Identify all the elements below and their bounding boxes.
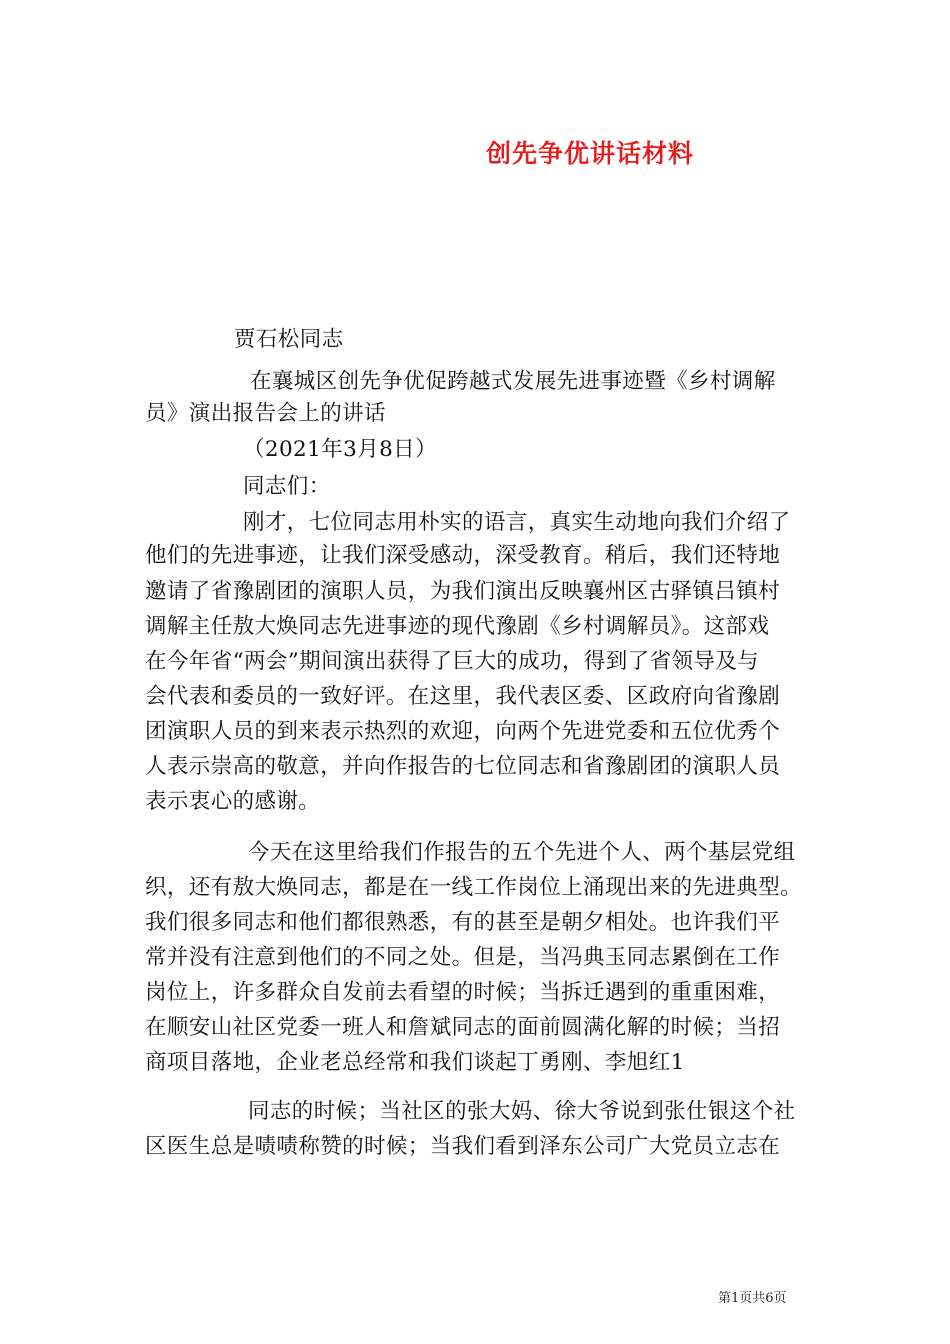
paragraph-1-line-1: 刚才，七位同志用朴实的语言，真实生动地向我们介绍了 xyxy=(243,510,791,535)
paragraph-3-line-1: 同志的时候；当社区的张大妈、徐大爷说到张仕银这个社 xyxy=(248,1099,796,1124)
paragraph-2-line-2: 织，还有敖大焕同志，都是在一线工作岗位上涌现出来的先进典型。 xyxy=(145,875,803,900)
document-title: 创先争优讲话材料 xyxy=(486,139,695,168)
speech-heading-line-2: 员》演出报告会上的讲话 xyxy=(145,401,386,426)
speech-date: （2021年3月8日） xyxy=(243,437,437,462)
salutation: 同志们： xyxy=(243,474,331,499)
paragraph-2-line-5: 岗位上，许多群众自发前去看望的时候；当拆迁遇到的重重困难， xyxy=(145,980,781,1005)
paragraph-2-line-7: 商项目落地，企业老总经常和我们谈起丁勇刚、李旭红1 xyxy=(145,1050,685,1075)
paragraph-2-line-1: 今天在这里给我们作报告的五个先进个人、两个基层党组 xyxy=(248,840,796,865)
paragraph-2-line-3: 我们很多同志和他们都很熟悉，有的甚至是朝夕相处。也许我们平 xyxy=(145,910,781,935)
speech-heading-line-1: 在襄城区创先争优促跨越式发展先进事迹暨《乡村调解 xyxy=(250,369,776,394)
page-number-footer: 第1页共6页 xyxy=(718,1291,787,1306)
paragraph-1-line-7: 团演职人员的到来表示热烈的欢迎，向两个先进党委和五位优秀个 xyxy=(145,719,781,744)
author-line: 贾石松同志 xyxy=(234,327,344,352)
paragraph-1-line-9: 表示衷心的感谢。 xyxy=(145,789,321,814)
paragraph-2-line-6: 在顺安山社区党委一班人和詹斌同志的面前圆满化解的时候；当招 xyxy=(145,1015,781,1040)
paragraph-1-line-4: 调解主任敖大焕同志先进事迹的现代豫剧《乡村调解员》。这部戏 xyxy=(145,614,770,639)
paragraph-3-line-2: 区医生总是啧啧称赞的时候；当我们看到泽东公司广大党员立志在 xyxy=(145,1134,781,1159)
paragraph-1-line-8: 人表示崇高的敬意，并向作报告的七位同志和省豫剧团的演职人员 xyxy=(145,754,781,779)
paragraph-1-line-6: 会代表和委员的一致好评。在这里，我代表区委、区政府向省豫剧 xyxy=(145,684,781,709)
paragraph-1-line-5: 在今年省“两会”期间演出获得了巨大的成功，得到了省领导及与 xyxy=(145,649,760,674)
paragraph-1-line-3: 邀请了省豫剧团的演职人员，为我们演出反映襄州区古驿镇吕镇村 xyxy=(145,579,781,604)
paragraph-1-line-2: 他们的先进事迹，让我们深受感动，深受教育。稍后，我们还特地 xyxy=(145,543,781,568)
paragraph-2-line-4: 常并没有注意到他们的不同之处。但是，当冯典玉同志累倒在工作 xyxy=(145,945,781,970)
